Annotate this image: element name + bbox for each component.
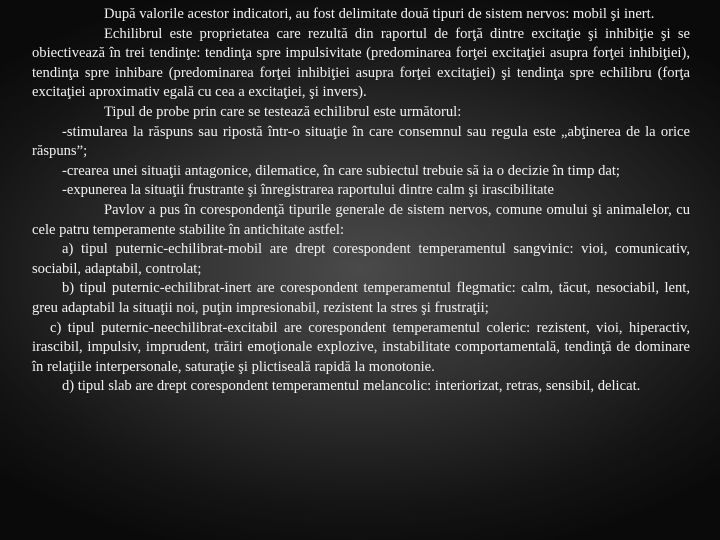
- paragraph-equilibrium-definition: Echilibrul este proprietatea care rezultă din raportul de forţă dintre excitaţie şi inhibiţie şi se obiectivează în trei tendinţe: tendinţa spre impulsivitate (predominarea forţei excitaţiei asupra forţei inhibiţiei), tendinţa spre inhibare (predominarea forţei inhibiţiei asupra forţei excitaţiei) şi tendinţa spre echilibru (forţa excitaţiei aproximativ egală cu cea a excitaţiei, şi invers).: [32, 25, 690, 101]
- paragraph-test-intro: Tipul de probe prin care se testează echilibrul este următorul:: [104, 103, 462, 120]
- list-item-sanguine: a) tipul puternic-echilibrat-mobil are drept corespondent temperamentul sangvinic: vioi, comunicativ, sociabil, adaptabil, controlat;: [32, 241, 690, 277]
- paragraph-nervous-system-types: După valorile acestor indicatori, au fost delimitate două tipuri de sistem nervos: mobil şi inert.: [104, 6, 655, 22]
- list-item-test-stimulation: -stimularea la răspuns sau ripostă într-o situaţie în care consemnul sau regula este „abţinerea de la orice răspuns”;: [32, 123, 690, 160]
- text-body: [32, 5, 690, 397]
- list-item-choleric: c) tipul puternic-neechilibrat-excitabil are corespondent temperamentul coleric: rezistent, vioi, hiperactiv, irascibil, impulsiv, imprudent, trăiri emoţionale explozive, instabilitate comportamentală, tendinţă de dominare în relaţiile interpersonale, saturaţie şi plictiseală rapidă la monotonie.: [32, 319, 690, 375]
- list-item-melancholic: d) tipul slab are drept corespondent temperamentul melancolic: interiorizat, retras, sensibil, delicat.: [62, 378, 641, 395]
- list-item-phlegmatic: b) tipul puternic-echilibrat-inert are corespondent temperamentul flegmatic: calm, tăcut, nesociabil, lent, greu adaptabil la situaţii noi, puţin impresionabil, rezistent la stres şi frustraţii;: [32, 280, 690, 316]
- paragraph-pavlov: Pavlov a pus în corespondenţă tipurile generale de sistem nervos, comune omului şi animalelor, cu cele patru temperamente stabilite în antichitate astfel:: [32, 201, 690, 238]
- list-item-test-frustration: -expunerea la situaţii frustrante şi înregistrarea raportului dintre calm şi irascibilitate: [62, 182, 554, 199]
- list-item-test-antagonic: -crearea unei situaţii antagonice, dilematice, în care subiectul trebuie să ia o decizie în timp dat;: [62, 162, 620, 179]
